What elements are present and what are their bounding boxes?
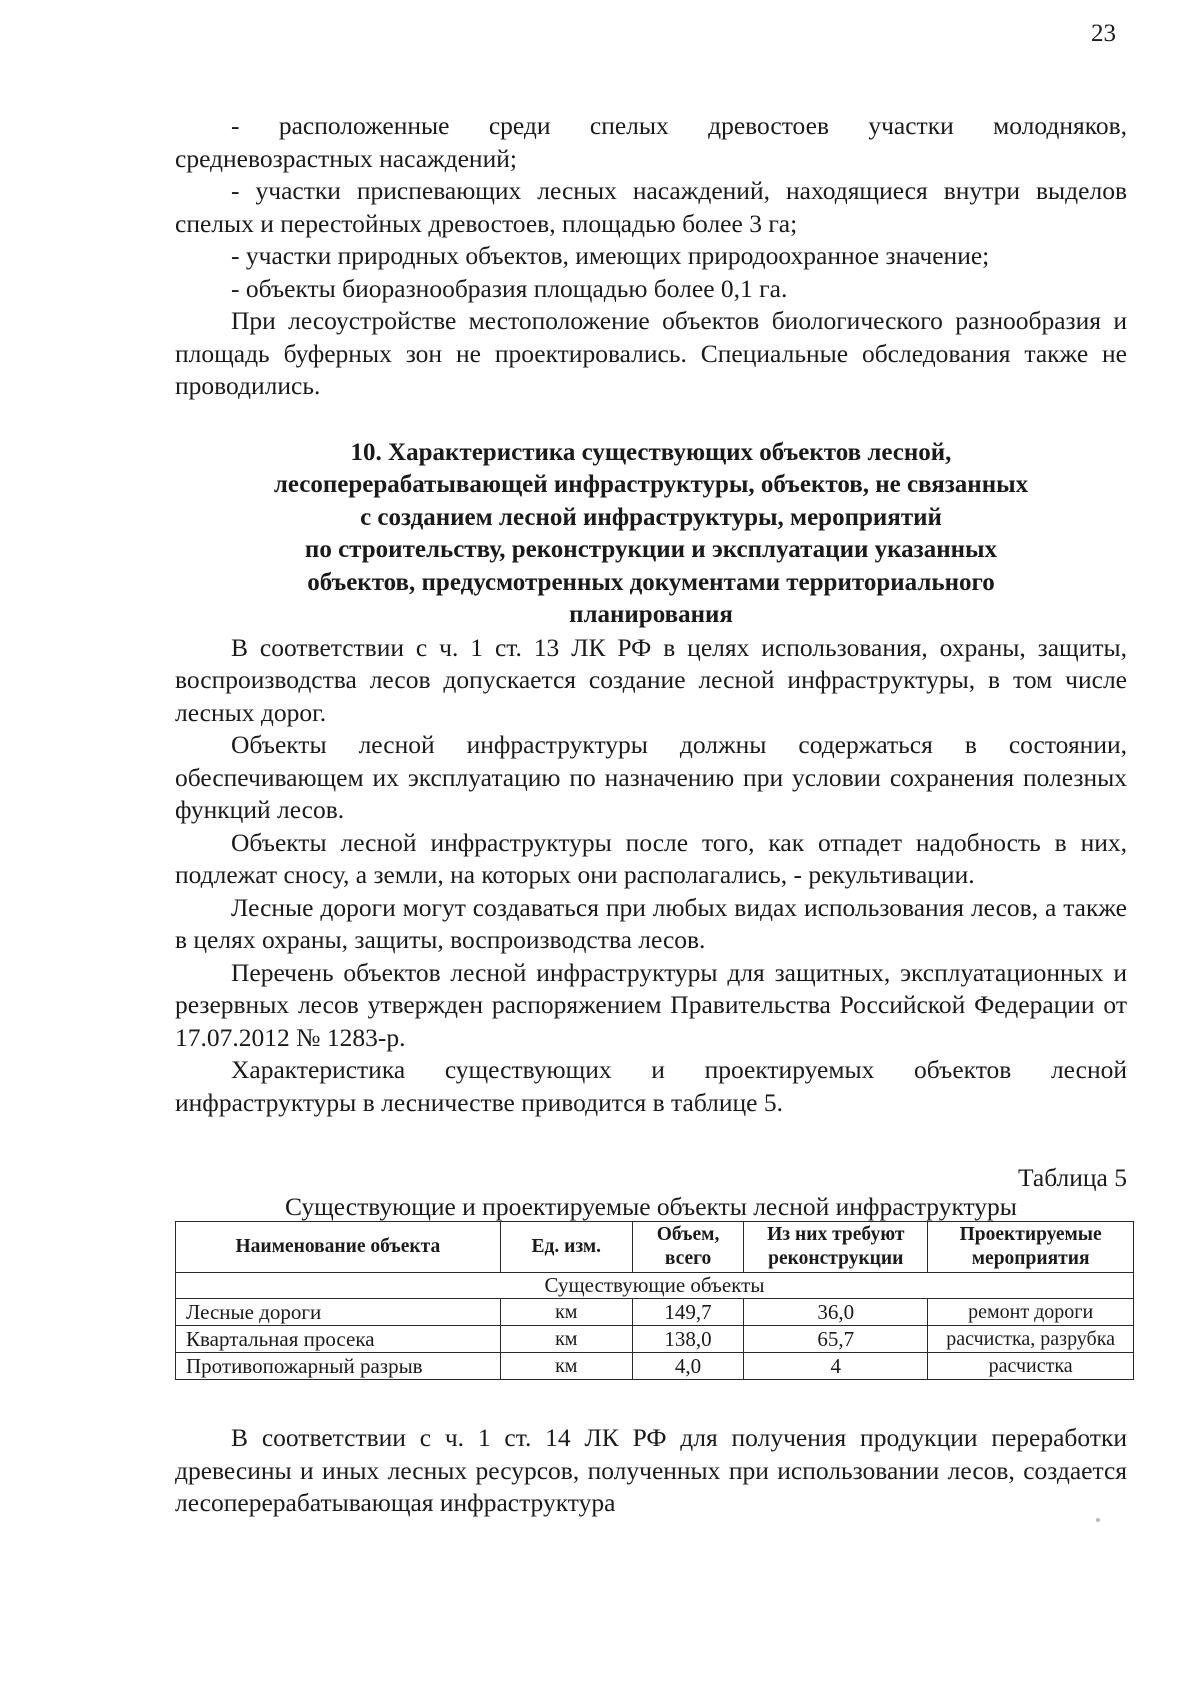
table-section-row (176, 1273, 1134, 1299)
paragraph-table-reference: Характеристика существующих и проектируемых объектов лесной инфраструктуры в лесничестве приводится в таблице 5. (175, 1055, 1127, 1117)
section-label: Существующие объекты (176, 1273, 1134, 1299)
header-reconstruction: Из них требуют реконструкции (744, 1222, 928, 1273)
cell-reconstruction: 36,0 (744, 1299, 928, 1326)
paragraph-government-order: Перечень объектов лесной инфраструктуры для защитных, эксплуатационных и резервных лесов утвержден распоряжением Правительства Российской Федерации от 17.07.2012 № 1283-р. (175, 957, 1127, 1052)
cell-volume: 138,0 (632, 1326, 743, 1353)
paragraph-forest-roads: Лесные дороги могут создаваться при любых видах использования лесов, а также в целях охраны, защиты, воспроизводства лесов. (175, 892, 1127, 954)
cell-reconstruction: 65,7 (744, 1326, 928, 1353)
cell-planned: расчистка (928, 1353, 1134, 1380)
cell-volume: 149,7 (632, 1299, 743, 1326)
cell-planned: расчистка, разрубка (928, 1326, 1134, 1353)
heading-line: по строительству, реконструкции и эксплуатации указанных (304, 536, 998, 563)
heading-line: объектов, предусмотренных документами территориального (307, 568, 995, 596)
page-number: 23 (1091, 20, 1116, 47)
document-body (175, 110, 1127, 1520)
table-header-row (176, 1222, 1134, 1273)
cell-name: Квартальная просека (176, 1326, 501, 1353)
infrastructure-table (175, 1221, 1134, 1380)
paragraph-article-13: В соответствии с ч. 1 ст. 13 ЛК РФ в целях использования, охраны, защиты, воспроизводства лесов допускается создание лесной инфраструктуры, в том числе лесных дорог. (175, 632, 1127, 727)
header-volume: Объем, всего (632, 1222, 743, 1273)
heading-line: планирования (569, 601, 733, 628)
cell-reconstruction: 4 (744, 1353, 928, 1380)
heading-line: с созданием лесной инфраструктуры, мероприятий (360, 503, 942, 531)
header-unit: Ед. изм. (500, 1222, 632, 1273)
section-heading (175, 437, 1127, 632)
scan-speck (1096, 1518, 1100, 1522)
cell-volume: 4,0 (632, 1353, 743, 1380)
cell-planned: ремонт дороги (928, 1299, 1134, 1326)
heading-line: лесоперерабатывающей инфраструктуры, объектов, не связанных (273, 471, 1029, 498)
cell-name: Противопожарный разрыв (176, 1353, 501, 1380)
paragraph-demolition: Объекты лесной инфраструктуры после того, как отпадет надобность в них, подлежат сносу, а земли, на которых они располагались, - рекультивации. (175, 827, 1127, 889)
paragraph-forest-inventory: При лесоустройстве местоположение объектов биологического разнообразия и площадь буферных зон не проектировались. Специальные обследования также не проводились. (175, 306, 1127, 400)
cell-unit: км (500, 1326, 632, 1353)
list-item-biodiversity-objects: - объекты биоразнообразия площадью более 0,1 га. (231, 273, 788, 303)
cell-name: Лесные дороги (176, 1299, 501, 1326)
list-item-young-stands: - расположенные среди спелых древостоев участки молодняков, средневозрастных насаждений; (175, 111, 1127, 173)
table-number: Таблица 5 (1017, 1163, 1127, 1192)
paragraph-maintenance: Объекты лесной инфраструктуры должны содержаться в состоянии, обеспечивающем их эксплуатацию по назначению при условии сохранения полезных функций лесов. (175, 730, 1127, 824)
list-item-maturing-stands: - участки приспевающих лесных насаждений, находящиеся внутри выделов спелых и перестойных древостоев, площадью более 3 га; (175, 176, 1127, 238)
table-title: Существующие и проектируемые объекты лесной инфраструктуры (285, 1192, 1017, 1221)
heading-line: 10. Характеристика существующих объектов лесной, (350, 438, 952, 466)
table-row (176, 1353, 1134, 1380)
header-planned: Проектируемые мероприятия (928, 1222, 1134, 1273)
cell-unit: км (500, 1353, 632, 1380)
paragraph-article-14: В соответствии с ч. 1 ст. 14 ЛК РФ для получения продукции переработки древесины и иных лесных ресурсов, полученных при использовании лесов, создается лесоперерабатывающая инфраструктура (175, 1423, 1127, 1517)
cell-unit: км (500, 1299, 632, 1326)
header-name: Наименование объекта (176, 1222, 501, 1273)
table-row (176, 1326, 1134, 1353)
table-row (176, 1299, 1134, 1326)
list-item-natural-objects: - участки природных объектов, имеющих природоохранное значение; (231, 241, 990, 270)
